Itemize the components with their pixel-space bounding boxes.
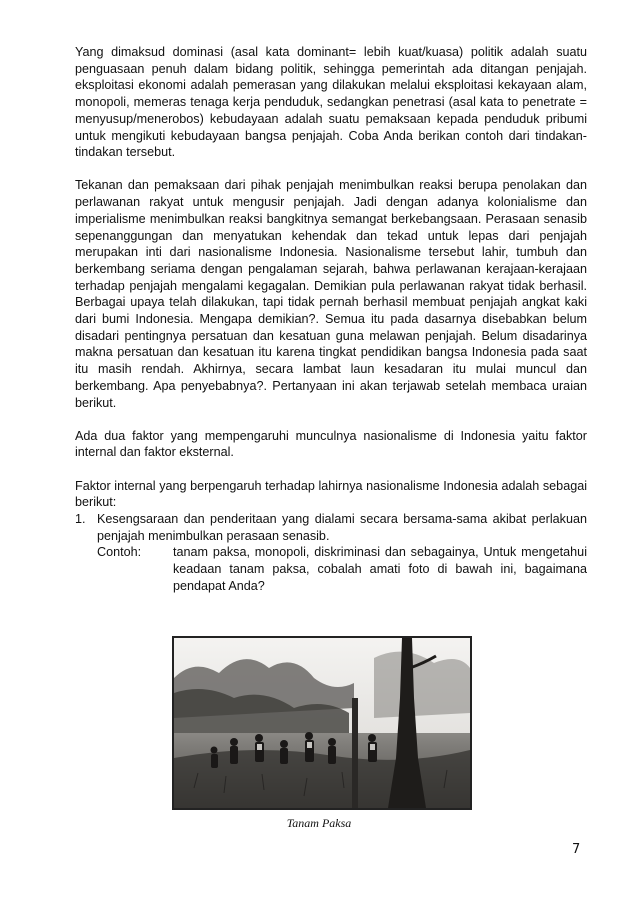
list-number: 1. <box>75 512 86 527</box>
photo-illustration <box>174 638 470 808</box>
example-text: tanam paksa, monopoli, diskriminasi dan sebagainya, Untuk mengetahui keadaan tanam paksa, cobalah amati foto di bawah ini, bagaimana pendapat Anda? <box>173 545 587 593</box>
figure-caption: Tanam Paksa <box>286 816 352 830</box>
page-body <box>75 44 587 595</box>
paragraph-dua-faktor: Ada dua faktor yang mempengaruhi munculnya nasionalisme di Indonesia yaitu faktor internal dan faktor eksternal. <box>75 428 587 460</box>
tanam-paksa-photo <box>172 636 472 810</box>
paragraph-tekanan: Tekanan dan pemaksaan dari pihak penjajah menimbulkan reaksi berupa penolakan dan perlawanan rakyat untuk mengusir penjajah. Jadi dengan adanya kolonialisme dan imperialisme menimbulkan reaksi bangkitnya semangat berkebangsaan. Perasaan senasib sepenanggungan dan menyatukan kehendak dan tekad untuk lepas dari penjajah merupakan inti dari nasionalisme Indonesia. Nasionalisme tersebut lahir, tumbuh dan berkembang seriama dengan pengalaman sejarah, bahwa perlawanan kerajaan-kerajaan terhadap penjajah mengalami kegagalan. Demikian pula perlawanan rakyat tidak berhasil. Berbagai upaya telah dilakukan, tapi tidak pernah berhasil membuat penjajah angkat kaki dari bumi Indonesia. Mengapa demikian?. Semua itu pada dasarnya disebabkan belum disadari pentingnya persatuan dan kesatuan guna melawan penjajah. Belum disadarinya makna persatuan dan kesatuan itu karena tingkat pendidikan bangsa Indonesia pada saat itu masih rendah. Akhirnya, secara lambat laun kesadaran itu mulai muncul dan berkembang. Apa penyebabnya?. Pertanyaan ini akan terjawab setelah membaca uraian berikut. <box>75 178 587 410</box>
paragraph-dominasi: Yang dimaksud dominasi (asal kata dominant= lebih kuat/kuasa) politik adalah suatu penguasaan penuh dalam bidang politik, sehingga pemerintah ada ditangan penjajah. eksploitasi ekonomi adalah pemerasan yang dilakukan melalui eksploitasi kekayaan alam, monopoli, memeras tenaga kerja penduduk, sedangkan penetrasi (asal kata to penetrate = menyusup/menerobos) kebudayaan adalah suatu pemaksaan kepada penduduk pribumi untuk mengikuti kebudayaan bangsa penjajah. Coba Anda berikan contoh dari tindakan-tindakan tersebut. <box>75 45 587 160</box>
list-item-text: Kesengsaraan dan penderitaan yang dialami secara bersama-sama akibat perlakuan penjajah menimbulkan perasaan senasib. <box>97 512 587 543</box>
paragraph-faktor-internal: Faktor internal yang berpengaruh terhadap lahirnya nasionalisme Indonesia adalah sebagai berikut: <box>75 478 587 510</box>
page-number: 7 <box>572 842 581 857</box>
example-label: Contoh: <box>97 545 142 560</box>
list-item <box>75 511 587 544</box>
example-block <box>97 544 587 594</box>
